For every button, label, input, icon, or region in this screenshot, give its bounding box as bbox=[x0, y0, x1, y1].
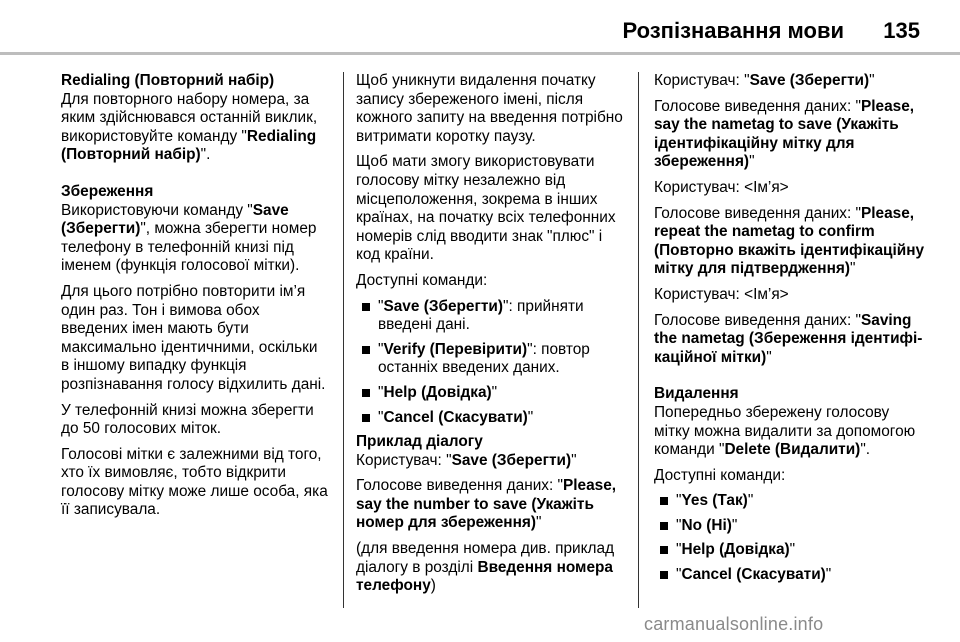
dialog-line: Голосове виведення даних: "Saving the nametag (Збереження ідентифі-каційної мітки)" bbox=[654, 311, 923, 366]
page-header bbox=[0, 0, 960, 52]
dialog-line: Користувач: <Ім’я> bbox=[654, 285, 789, 303]
list-item: "Save (Зберегти)": прийняти введені дані. bbox=[356, 298, 626, 335]
page-number: 135 bbox=[883, 18, 920, 43]
paragraph: Щоб уникнути видалення початку запису збереженого імені, після кожного запиту на введення потрібно витримати коротку паузу. bbox=[356, 72, 623, 145]
heading-save: Збереження bbox=[61, 182, 154, 200]
section-redial: Redialing (Повторний набір) Для повторного набору номера, за яким здійснювався останній виклик, використовуйте команду "Redialing (Повторний набір)". bbox=[61, 72, 329, 165]
redial-command: Redialing (Повторний набір) bbox=[61, 127, 317, 164]
bullet-square-icon bbox=[660, 546, 668, 554]
paragraph: Доступні команди: bbox=[356, 271, 488, 289]
dialog-line: Голосове виведення даних: "Please, say the nametag to save (Укажіть ідентифікаційну мітку для збереження)" bbox=[654, 97, 915, 171]
dialog-note: (для введення номера див. приклад діалогу в розділі Введення номера телефону) bbox=[356, 540, 615, 595]
column-divider bbox=[638, 72, 639, 608]
dialog-line: Голосове виведення даних: "Please, repeat the nametag to confirm (Повторно вкажіть ідентифікаційну мітку для підтвердження)" bbox=[654, 204, 925, 278]
heading-redial: Redialing (Повторний набір) bbox=[61, 72, 275, 89]
list-item: "Cancel (Скасувати)" bbox=[356, 409, 626, 428]
list-item: "Help (Довідка)" bbox=[356, 384, 626, 403]
column-1 bbox=[61, 72, 329, 527]
header-rule bbox=[0, 52, 960, 55]
section-delete: Видалення Попередньо збережену голосову мітку можна видалити за допомогою команди "Delete (Видалити)". bbox=[654, 385, 926, 459]
paragraph: Голосові мітки є залежними від того, хто їх вимовляє, тобто відкрити голосову мітку може лише особа, яка її записувала. bbox=[61, 445, 328, 519]
list-item: "Cancel (Скасувати)" bbox=[654, 566, 926, 585]
dialog-example: Приклад діалогу Користувач: "Save (Зберегти)" bbox=[356, 433, 626, 470]
delete-command: Delete (Видалити) bbox=[724, 441, 861, 459]
footer-watermark: carmanualsonline.info bbox=[644, 614, 824, 634]
paragraph: Для цього потрібно повторити ім’я один раз. Тон і вимова обох введених імен мають бути максимально ідентичними, оскільки в іншому випадку функція розпізнавання голосу відхилить дані. bbox=[61, 282, 326, 393]
bullet-square-icon bbox=[362, 346, 370, 354]
bullet-square-icon bbox=[362, 414, 370, 422]
column-3 bbox=[654, 72, 926, 591]
bullet-square-icon bbox=[660, 522, 668, 530]
save-command: Save (Зберегти) bbox=[61, 201, 289, 238]
paragraph: Щоб мати змогу використовувати голосову мітку незалежно від місцеположення, зокрема в інших країнах, на початку всіх телефонних номерів слід вводити знак "плюс" і код країни. bbox=[356, 153, 616, 264]
column-2 bbox=[356, 72, 626, 603]
heading-delete: Видалення bbox=[654, 385, 739, 403]
dialog-line: Користувач: <Ім’я> bbox=[654, 178, 789, 196]
bullet-square-icon bbox=[660, 497, 668, 505]
bullet-square-icon bbox=[660, 571, 668, 579]
heading-example: Приклад діалогу bbox=[356, 433, 483, 451]
section-save: Збереження Використовуючи команду "Save (Зберегти)", можна зберегти номер телефону в телефонній книзі під іменем (функція голосової мітки). bbox=[61, 183, 329, 276]
page-title: Розпізнавання мови bbox=[622, 18, 844, 43]
paragraph: У телефонній книзі можна зберегти до 50 голосових міток. bbox=[61, 401, 314, 438]
list-item: "Verify (Перевірити)": повтор останніх введених даних. bbox=[356, 341, 626, 378]
column-divider bbox=[343, 72, 344, 608]
dialog-line: Користувач: "Save (Зберегти)" bbox=[654, 72, 875, 89]
list-item: "No (Ні)" bbox=[654, 517, 926, 536]
bullet-square-icon bbox=[362, 389, 370, 397]
paragraph: Доступні команди: bbox=[654, 466, 786, 484]
bullet-square-icon bbox=[362, 303, 370, 311]
dialog-line: Голосове виведення даних: "Please, say the number to save (Укажіть номер для збереження)" bbox=[356, 477, 617, 532]
list-item: "Yes (Так)" bbox=[654, 492, 926, 511]
list-item: "Help (Довідка)" bbox=[654, 541, 926, 560]
